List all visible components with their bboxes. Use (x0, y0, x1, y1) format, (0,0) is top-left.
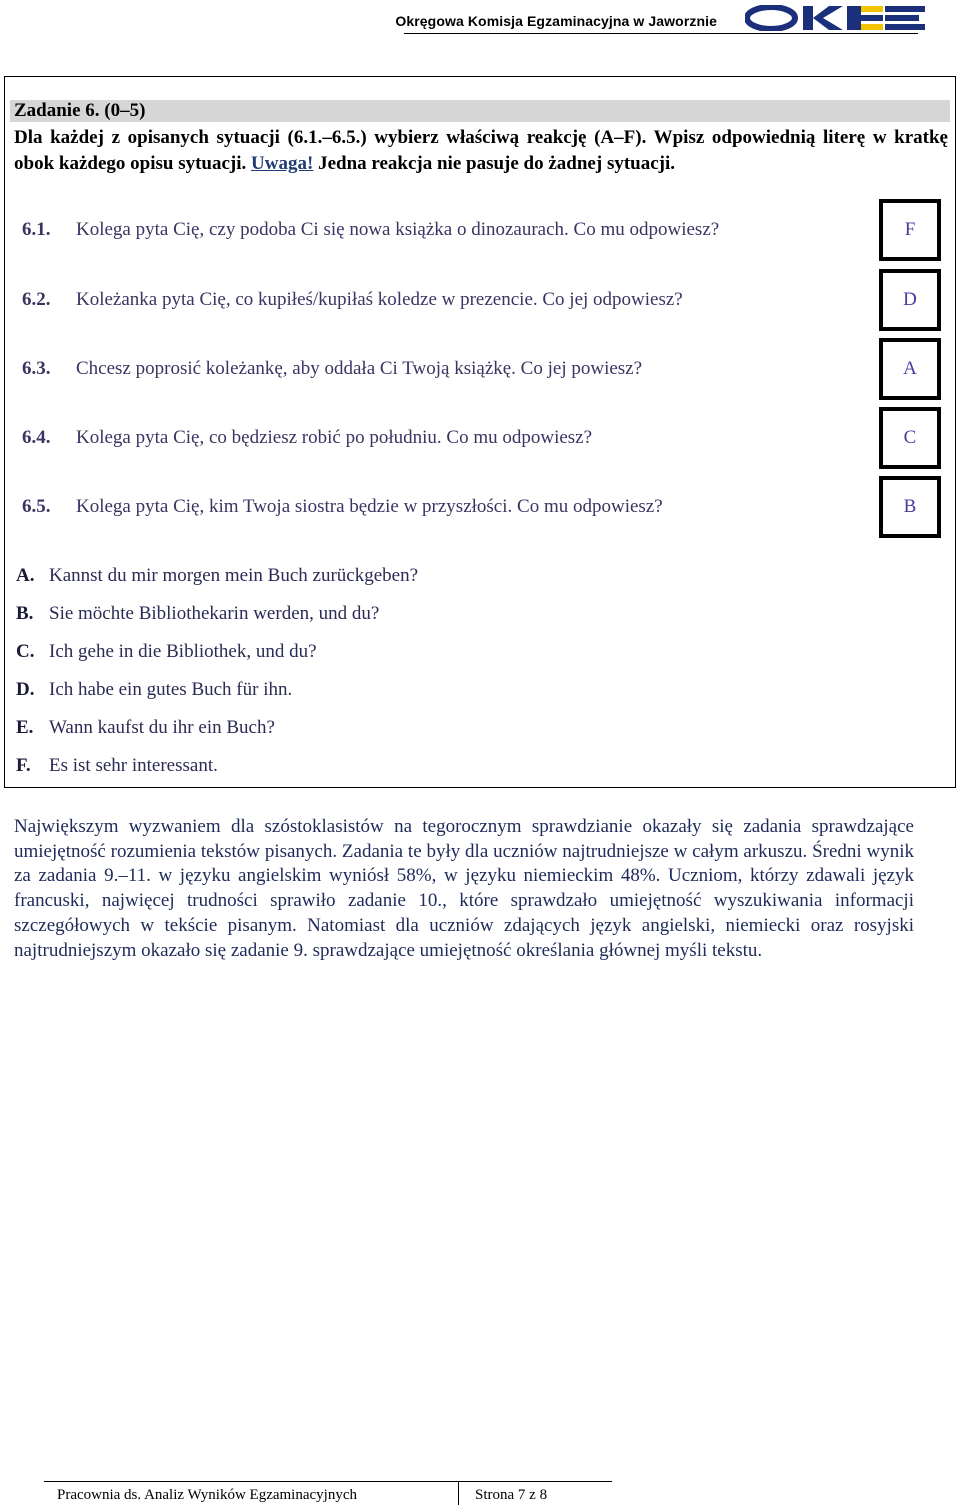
option-letter: E. (16, 717, 34, 738)
answer-box-6-5[interactable]: B (879, 476, 941, 538)
footer-department: Pracownia ds. Analiz Wyników Egzaminacyjnych (57, 1487, 357, 1503)
option-letter: A. (16, 565, 35, 586)
option-text: Ich gehe in die Bibliothek, und du? (49, 641, 317, 662)
option-text: Ich habe ein gutes Buch für ihn. (49, 679, 293, 700)
option-letter: D. (16, 679, 35, 700)
question-number: 6.4. (22, 427, 51, 448)
footer-separator (458, 1481, 459, 1505)
question-row-6-2 (22, 287, 822, 313)
question-row-6-3 (22, 356, 822, 382)
option-row-d (16, 677, 616, 703)
option-letter: C. (16, 641, 35, 662)
warning-label: Uwaga! (251, 153, 314, 174)
page-header (0, 0, 960, 40)
page-number: Strona 7 z 8 (475, 1487, 548, 1503)
option-text: Kannst du mir morgen mein Buch zurückgeben? (49, 565, 418, 586)
option-text: Es ist sehr interessant. (49, 755, 218, 776)
task-instructions (14, 125, 948, 177)
header-divider (404, 33, 918, 34)
question-row-6-5 (22, 494, 822, 520)
answer-box-6-4[interactable]: C (879, 407, 941, 469)
question-text: Chcesz poprosić koleżankę, aby oddała Ci Twoją książkę. Co jej powiesz? (76, 358, 643, 379)
option-text: Sie möchte Bibliothekarin werden, und du? (49, 603, 380, 624)
option-row-c (16, 639, 616, 665)
question-number: 6.5. (22, 496, 51, 517)
option-row-f (16, 753, 616, 779)
answer-box-6-3[interactable]: A (879, 338, 941, 400)
question-row-6-1 (22, 217, 822, 243)
question-text: Kolega pyta Cię, czy podoba Ci się nowa książka o dinozaurach. Co mu odpowiesz? (76, 219, 720, 240)
option-row-a (16, 563, 616, 589)
question-row-6-4 (22, 425, 822, 451)
warning-text: Jedna reakcja nie pasuje do żadnej sytuacji. (318, 153, 676, 174)
oke-logo (745, 5, 927, 31)
task-title-bar (10, 100, 950, 122)
option-letter: B. (16, 603, 34, 624)
task-title: Zadanie 6. (0–5) (14, 100, 146, 121)
analysis-paragraph: Największym wyzwaniem dla szóstoklasistów na tegorocznym sprawdzianie okazały się zadania sprawdzające umiejętność rozumienia tekstów pisanych. Zadania te były dla uczniów najtrudniejsze w całym arkuszu. Średni wynik za zadania 9.–11. w języku angielskim wyniósł 58%, w języku niemieckim 48%. Uczniom, którzy zdawali język francuski, najwięcej trudności sprawiło zadanie 10., które sprawdzało umiejętność wyszukiwania informacji szczegółowych w tekście pisanym. Natomiast dla uczniów zdających język angielski, niemiecki oraz rosyjski najtrudniejszym okazało się zadanie 9. sprawdzające umiejętność określania głównej myśli tekstu. (14, 816, 914, 961)
option-row-b (16, 601, 616, 627)
organization-name: Okręgowa Komisja Egzaminacyjna w Jaworznie (395, 13, 717, 29)
footer-divider (44, 1481, 612, 1482)
question-number: 6.3. (22, 358, 51, 379)
option-letter: F. (16, 755, 31, 776)
question-text: Koleżanka pyta Cię, co kupiłeś/kupiłaś koledze w prezencie. Co jej odpowiesz? (76, 289, 683, 310)
question-text: Kolega pyta Cię, kim Twoja siostra będzie w przyszłości. Co mu odpowiesz? (76, 496, 663, 517)
question-number: 6.1. (22, 219, 51, 240)
question-number: 6.2. (22, 289, 51, 310)
question-text: Kolega pyta Cię, co będziesz robić po południu. Co mu odpowiesz? (76, 427, 593, 448)
answer-box-6-2[interactable]: D (879, 269, 941, 331)
instructions-main: Dla każdej z opisanych sytuacji (6.1.–6.5.) wybierz właściwą reakcję (A–F). Wpisz odpowiednią literę w kratkę obok każdego opisu sytuacji. (14, 127, 948, 174)
answer-box-6-1[interactable]: F (879, 199, 941, 261)
option-row-e (16, 715, 616, 741)
option-text: Wann kaufst du ihr ein Buch? (49, 717, 275, 738)
